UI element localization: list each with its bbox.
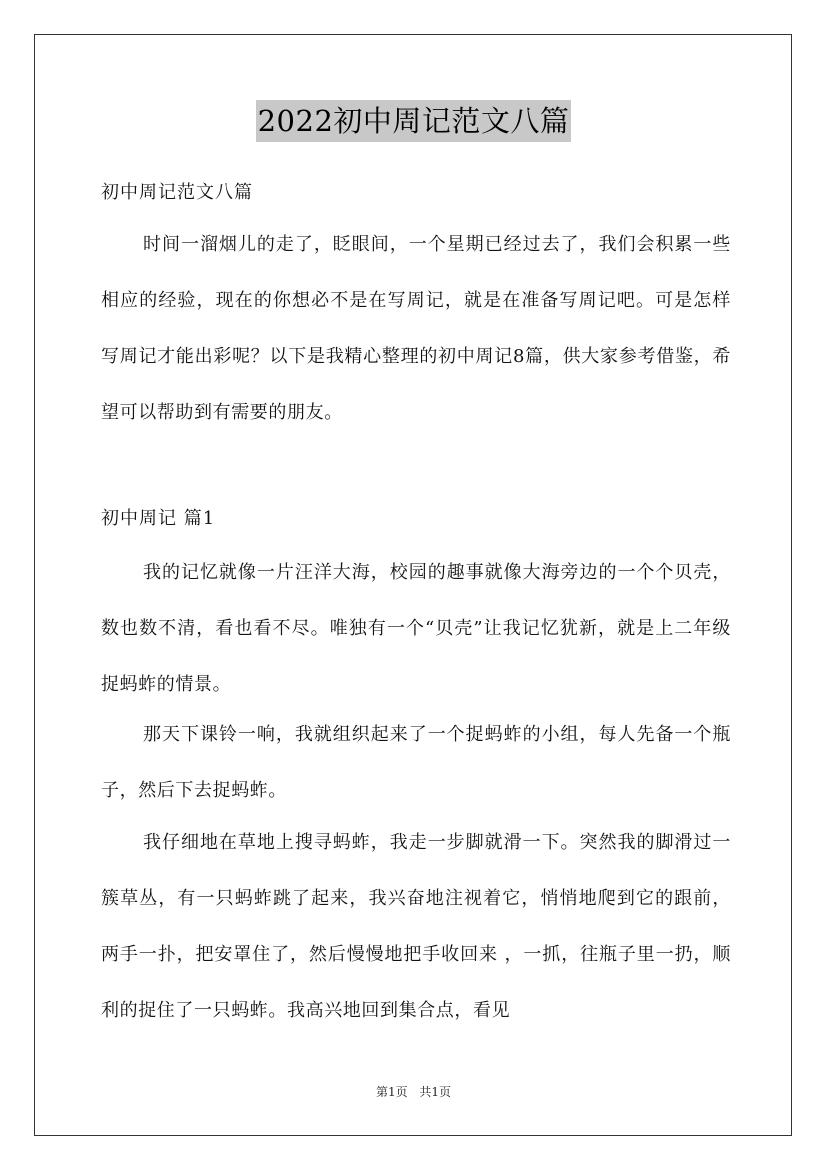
body-paragraph: 我的记忆就像一片汪洋大海，校园的趣事就像大海旁边的一个个贝壳，数也数不清，看也看不尽。唯独有一个“贝壳”让我记忆犹新，就是上二年级捉蚂蚱的情景。 <box>101 562 731 695</box>
body-paragraph: 那天下课铃一响，我就组织起来了一个捉蚂蚱的小组，每人先备一个瓶子，然后下去捉蚂蚱。 <box>101 724 731 801</box>
page-footer <box>0 1083 827 1101</box>
page-number: 第1页 <box>375 1085 408 1099</box>
document-title: 2022初中周记范文八篇 <box>256 100 572 142</box>
page-total: 共1页 <box>419 1085 452 1099</box>
title-container <box>0 100 827 142</box>
section-heading: 初中周记 篇1 <box>101 508 216 529</box>
document-subtitle: 初中周记范文八篇 <box>101 182 253 203</box>
body-paragraph: 我仔细地在草地上搜寻蚂蚱，我走一步脚就滑一下。突然我的脚滑过一簇草丛，有一只蚂蚱跳了起来，我兴奋地注视着它，悄悄地爬到它的跟前，两手一扑，把安罩住了，然后慢慢地把手收回来 ，一抓，往瓶子里一扔，顺利的捉住了一只蚂蚱。我高兴地回到集合点，看见 <box>101 832 731 1021</box>
intro-paragraph: 时间一溜烟儿的走了，眨眼间，一个星期已经过去了，我们会积累一些相应的经验，现在的你想必不是在写周记，就是在准备写周记吧。可是怎样写周记才能出彩呢？以下是我精心整理的初中周记8篇，供大家参考借鉴，希望可以帮助到有需要的朋友。 <box>101 234 731 423</box>
